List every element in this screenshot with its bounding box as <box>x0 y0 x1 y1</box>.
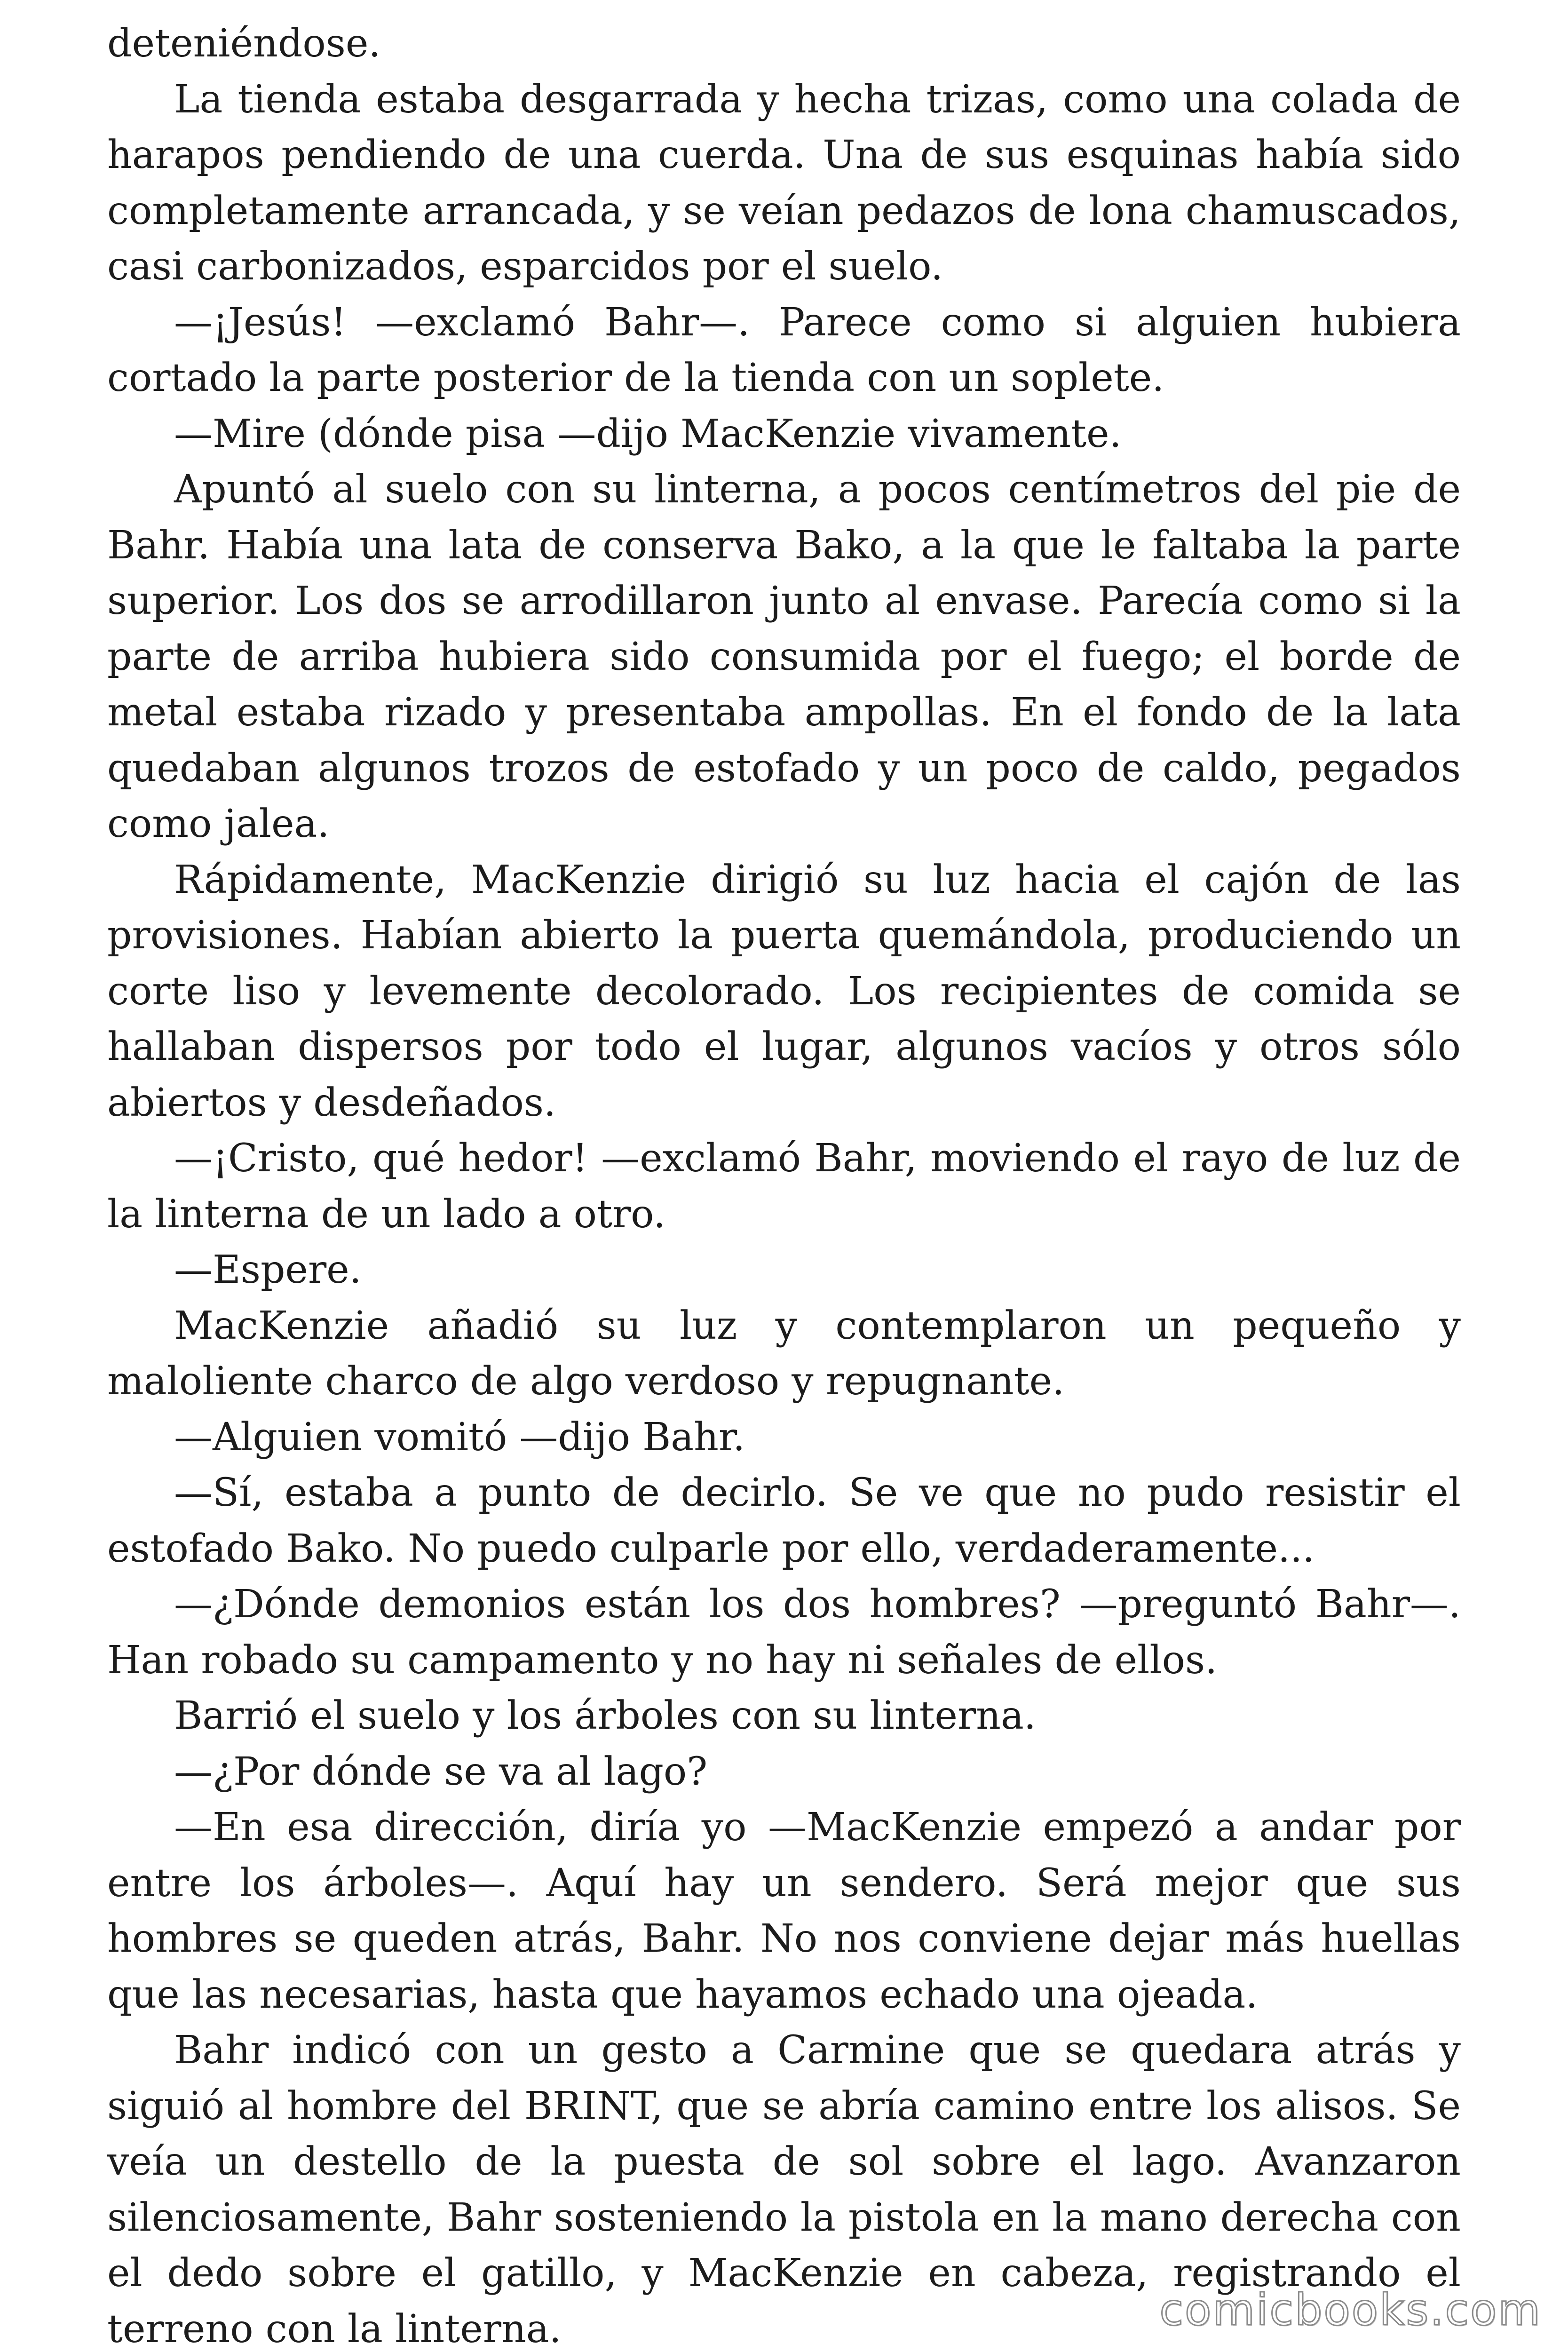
paragraph: Rápidamente, MacKenzie dirigió su luz hacia el cajón de las provisiones. Habían abierto la puerta quemándola, produciendo un corte liso y levemente decolorado. Los recipientes de comida se hallaban dispersos por todo el lugar, algunos vacíos y otros sólo abiertos y desdeñados. <box>107 857 1461 1125</box>
dialogue-paragraph: —¡Cristo, qué hedor! —exclamó Bahr, moviendo el rayo de luz de la linterna de un lado a otro. <box>107 1136 1461 1237</box>
paragraph: La tienda estaba desgarrada y hecha trizas, como una colada de harapos pendiendo de una cuerda. Una de sus esquinas había sido completamente arrancada, y se veían pedazos de lona chamuscados, casi carbonizados, esparcidos por el suelo. <box>107 77 1461 289</box>
paragraph: Barrió el suelo y los árboles con su linterna. <box>174 1693 1036 1738</box>
dialogue-paragraph: —Sí, estaba a punto de decirlo. Se ve que no pudo resistir el estofado Bako. No puedo culparle por ello, verdaderamente... <box>107 1470 1461 1571</box>
dialogue-paragraph: —¡Jesús! —exclamó Bahr—. Parece como si alguien hubiera cortado la parte posterior de la tienda con un soplete. <box>107 300 1461 400</box>
dialogue-paragraph: —¿Dónde demonios están los dos hombres? —preguntó Bahr—. Han robado su campamento y no hay ni señales de ellos. <box>107 1582 1461 1683</box>
dialogue-paragraph: —Mire (dónde pisa —dijo MacKenzie vivamente. <box>174 411 1122 456</box>
site-watermark: comicbooks.com <box>1159 2285 1542 2335</box>
dialogue-paragraph: —En esa dirección, diría yo —MacKenzie empezó a andar por entre los árboles—. Aquí hay un sendero. Será mejor que sus hombres se queden atrás, Bahr. No nos conviene dejar más huellas que las necesarias, hasta que hayamos echado una ojeada. <box>107 1805 1461 2017</box>
dialogue-paragraph: —Espere. <box>174 1248 362 1292</box>
paragraph: MacKenzie añadió su luz y contemplaron un pequeño y maloliente charco de algo verdoso y repugnante. <box>107 1303 1461 1404</box>
paragraph: Bahr indicó con un gesto a Carmine que se quedara atrás y siguió al hombre del BRINT, que se abría camino entre los alisos. Se veía un destello de la puesta de sol sobre el lago. Avanzaron silenciosamente, Bahr sosteniendo la pistola en la mano derecha con el dedo sobre el gatillo, y MacKenzie en cabeza, registrando el terreno con la linterna. <box>107 2028 1461 2352</box>
dialogue-paragraph: —Alguien vomitó —dijo Bahr. <box>174 1414 745 1460</box>
paragraph: Apuntó al suelo con su linterna, a pocos centímetros del pie de Bahr. Había una lata de conserva Bako, a la que le faltaba la parte superior. Los dos se arrodillaron junto al envase. Parecía como si la parte de arriba hubiera sido consumida por el fuego; el borde de metal estaba rizado y presentaba ampollas. En el fondo de la lata quedaban algunos trozos de estofado y un poco de caldo, pegados como jalea. <box>107 467 1461 846</box>
dialogue-paragraph: —¿Por dónde se va al lago? <box>174 1749 708 1794</box>
paragraph-continuation: deteniéndose. <box>107 21 381 66</box>
book-page <box>107 16 1461 2352</box>
